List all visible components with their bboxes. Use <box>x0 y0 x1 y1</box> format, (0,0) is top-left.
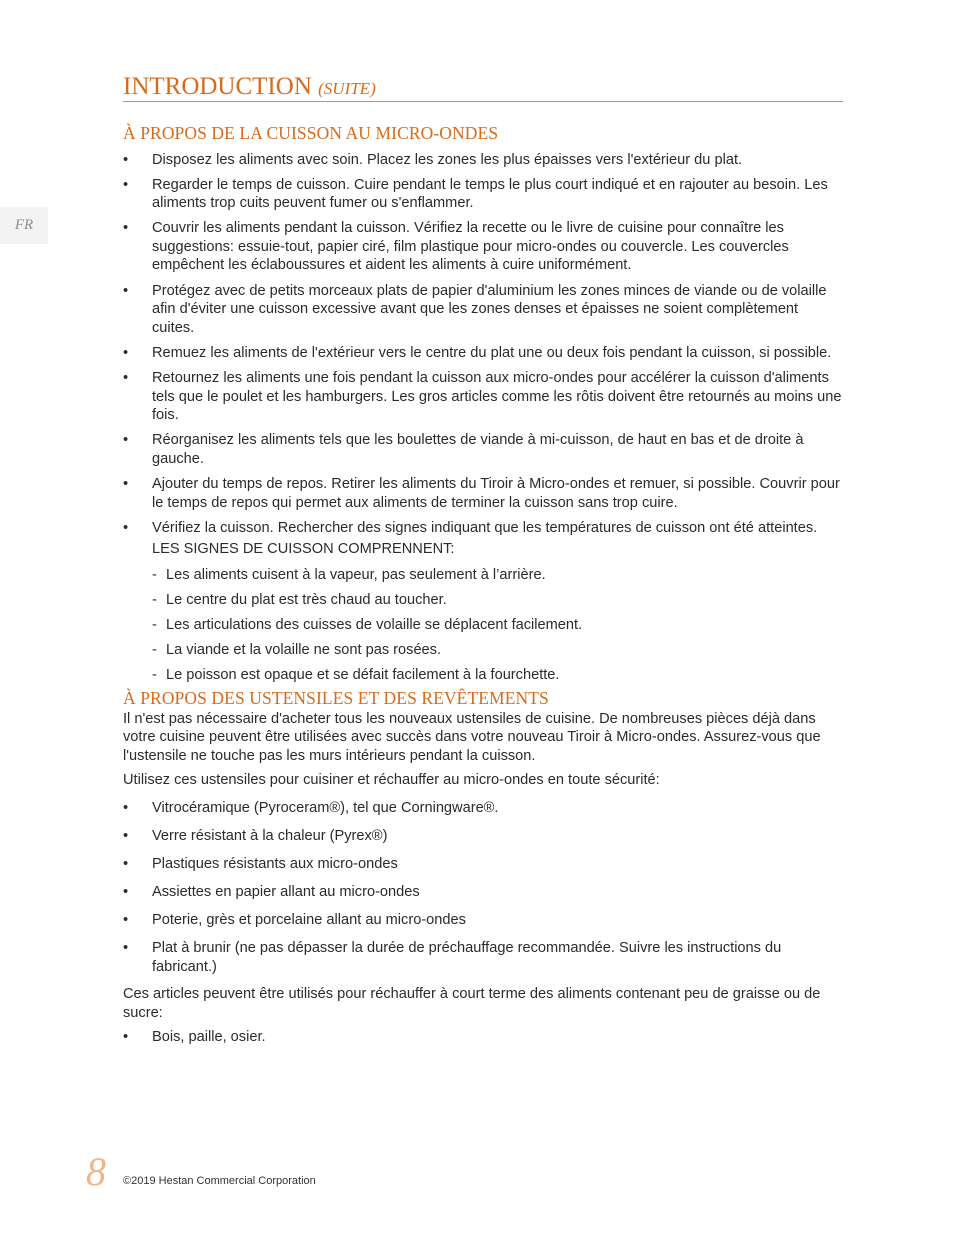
list-item: • Couvrir les aliments pendant la cuisson. Vérifiez la recette ou le livre de cuisine pour connaître les suggestions: essuie-tout, papier ciré, film plastique pour micro-ondes ou couvercle. Les couvercles empêchent les éclaboussures et aident les aliments à cuire uniformément. <box>123 219 843 275</box>
list-item <box>123 519 843 685</box>
list-item: • Bois, paille, osier. <box>123 1028 843 1047</box>
signs-heading: LES SIGNES DE CUISSON COMPRENNENT: <box>152 541 455 558</box>
list-item: • Plat à brunir (ne pas dépasser la durée de préchauffage recommandée. Suivre les instructions du fabricant.) <box>123 939 843 976</box>
language-tab-fr: FR <box>0 207 48 244</box>
ustensiles-usage-paragraph: Utilisez ces ustensiles pour cuisiner et réchauffer au micro-ondes en toute sécurité: <box>123 771 660 788</box>
page-title <box>123 72 843 102</box>
list-item: • Poterie, grès et porcelaine allant au micro-ondes <box>123 911 843 930</box>
sign-item: - Le centre du plat est très chaud au toucher. <box>152 591 843 610</box>
list-item: • Regarder le temps de cuisson. Cuire pendant le temps le plus court indiqué et en rajouter au besoin. Les aliments trop cuits peuvent fumer ou s'enflammer. <box>123 176 843 213</box>
page-title-suffix: (SUITE) <box>318 79 376 98</box>
cuisson-list <box>123 151 843 685</box>
list-item: • Ajouter du temps de repos. Retirer les aliments du Tiroir à Micro-ondes et remuer, si possible. Couvrir pour le temps de repos qui permet aux aliments de terminer la cuisson sans trop cuire. <box>123 475 843 512</box>
copyright-text: ©2019 Hestan Commercial Corporation <box>123 1175 316 1187</box>
list-item: • Réorganisez les aliments tels que les boulettes de viande à mi-cuisson, de haut en bas et de droite à gauche. <box>123 431 843 468</box>
list-item: • Verre résistant à la chaleur (Pyrex®) <box>123 827 843 846</box>
page-footer <box>86 1150 486 1194</box>
page-number: 8 <box>86 1149 106 1194</box>
signs-list <box>152 566 843 685</box>
sign-item: - Le poisson est opaque et se défait facilement à la fourchette. <box>152 666 843 685</box>
page-content <box>123 72 843 1047</box>
sign-item: - Les articulations des cuisses de volaille se déplacent facilement. <box>152 616 843 635</box>
sign-item: - La viande et la volaille ne sont pas rosées. <box>152 641 843 660</box>
section-heading-ustensiles: À PROPOS DES USTENSILES ET DES REVÊTEMENTS <box>123 687 549 708</box>
ustensiles-list <box>123 799 843 977</box>
page-title-main: INTRODUCTION <box>123 73 312 100</box>
court-terme-list <box>123 1028 843 1047</box>
ustensiles-intro-paragraph: Il n'est pas nécessaire d'acheter tous les nouveaux ustensiles de cuisine. De nombreuses pièces déjà dans votre cuisine peuvent être utilisées avec succès dans votre nouveau Tiroir à Micro-ondes. Assurez-vous que l'ustensile ne touche pas les murs intérieurs pendant la cuisson. <box>123 710 821 764</box>
list-item: • Assiettes en papier allant au micro-ondes <box>123 883 843 902</box>
list-item: • Disposez les aliments avec soin. Placez les zones les plus épaisses vers l'extérieur du plat. <box>123 151 843 170</box>
sign-item: - Les aliments cuisent à la vapeur, pas seulement à l’arrière. <box>152 566 843 585</box>
list-item: • Retournez les aliments une fois pendant la cuisson aux micro-ondes pour accélérer la cuisson d'aliments tels que le poulet et les hamburgers. Les gros articles comme les rôtis doivent être retournés au moins une fois. <box>123 369 843 425</box>
list-item-text: • Vérifiez la cuisson. Rechercher des signes indiquant que les températures de cuisson ont été atteintes. <box>152 519 818 536</box>
section-heading-cuisson: À PROPOS DE LA CUISSON AU MICRO-ONDES <box>123 123 499 143</box>
court-terme-paragraph: Ces articles peuvent être utilisés pour réchauffer à court terme des aliments contenant peu de graisse ou de sucre: <box>123 986 821 1021</box>
list-item: • Remuez les aliments de l'extérieur vers le centre du plat une ou deux fois pendant la cuisson, si possible. <box>123 344 843 363</box>
list-item: • Protégez avec de petits morceaux plats de papier d'aluminium les zones minces de viande ou de volaille afin d'éviter une cuisson excessive avant que les zones denses et épaisses ne soient complètement cuites. <box>123 282 843 338</box>
list-item: • Plastiques résistants aux micro-ondes <box>123 855 843 874</box>
list-item: • Vitrocéramique (Pyroceram®), tel que Corningware®. <box>123 799 843 818</box>
